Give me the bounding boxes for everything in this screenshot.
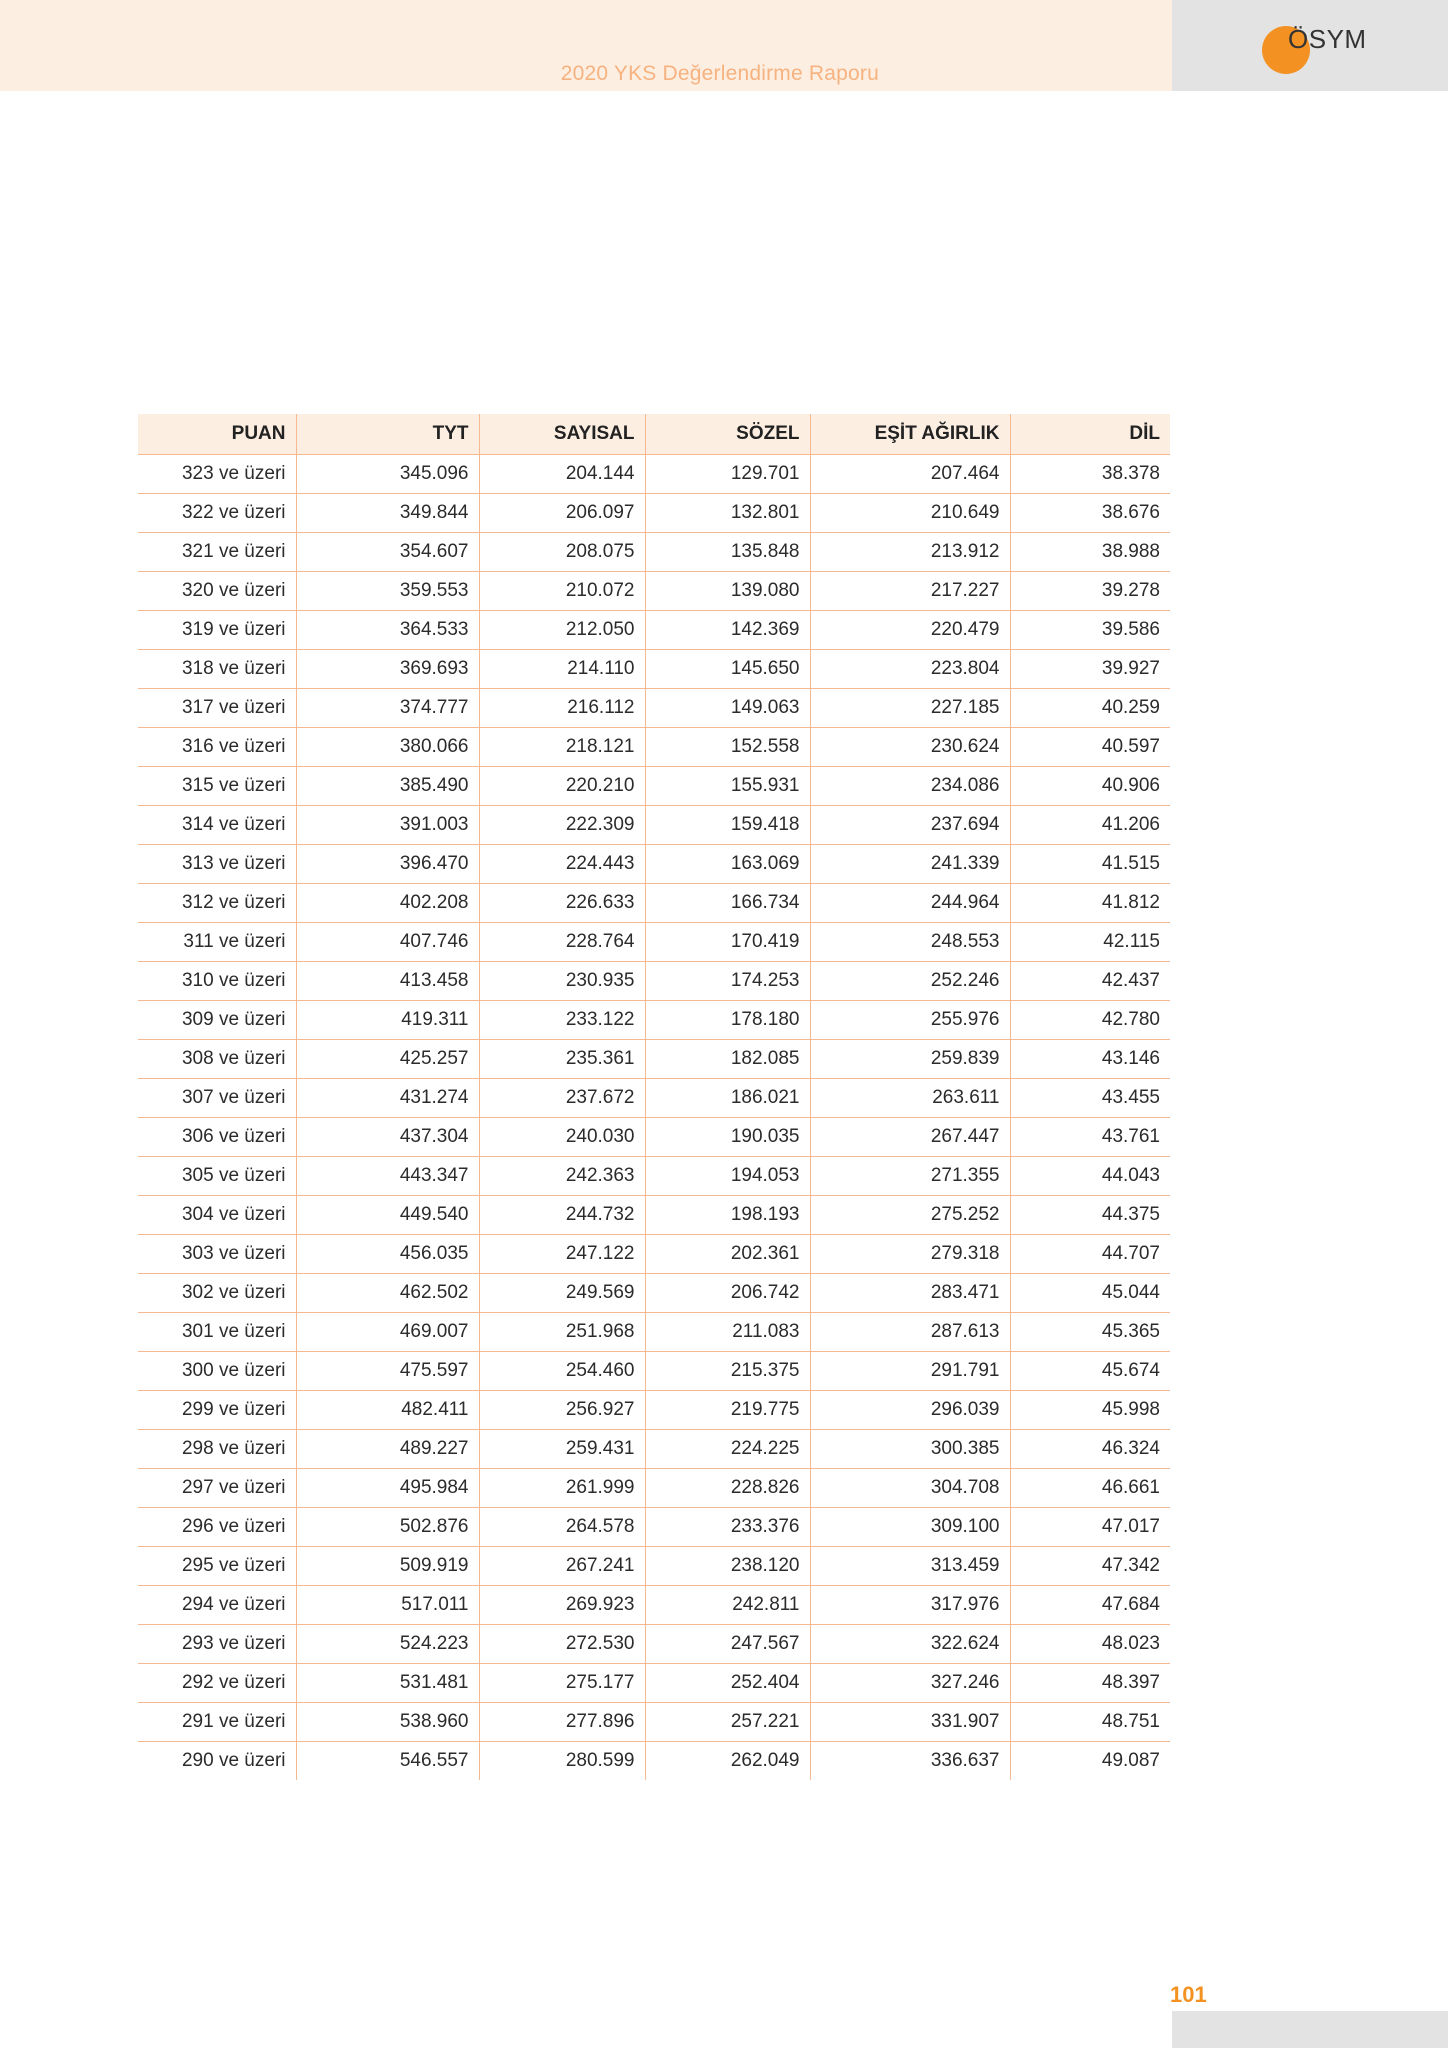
table-row [138, 533, 1170, 572]
table-cell: 317 ve üzeri [138, 689, 296, 728]
table-cell: 413.458 [296, 962, 479, 1001]
table-row [138, 1703, 1170, 1742]
table-row [138, 1196, 1170, 1235]
table-cell: 251.968 [479, 1313, 645, 1352]
table-cell: 47.684 [1010, 1586, 1170, 1625]
table-cell: 204.144 [479, 455, 645, 494]
table-cell: 45.044 [1010, 1274, 1170, 1313]
table-cell: 252.246 [810, 962, 1010, 1001]
table-cell: 190.035 [645, 1118, 810, 1157]
table-cell: 259.839 [810, 1040, 1010, 1079]
table-cell: 322 ve üzeri [138, 494, 296, 533]
table-cell: 546.557 [296, 1742, 479, 1781]
table-cell: 267.447 [810, 1118, 1010, 1157]
table-cell: 39.927 [1010, 650, 1170, 689]
table-cell: 304.708 [810, 1469, 1010, 1508]
table-cell: 163.069 [645, 845, 810, 884]
table-cell: 145.650 [645, 650, 810, 689]
table-cell: 254.460 [479, 1352, 645, 1391]
table-cell: 226.633 [479, 884, 645, 923]
table-cell: 297 ve üzeri [138, 1469, 296, 1508]
table-cell: 233.376 [645, 1508, 810, 1547]
table-cell: 300 ve üzeri [138, 1352, 296, 1391]
table-cell: 240.030 [479, 1118, 645, 1157]
table-cell: 259.431 [479, 1430, 645, 1469]
table-cell: 42.115 [1010, 923, 1170, 962]
table-cell: 235.361 [479, 1040, 645, 1079]
table-cell: 280.599 [479, 1742, 645, 1781]
table-cell: 279.318 [810, 1235, 1010, 1274]
table-cell: 49.087 [1010, 1742, 1170, 1781]
table-cell: 214.110 [479, 650, 645, 689]
table-cell: 524.223 [296, 1625, 479, 1664]
table-row [138, 455, 1170, 494]
table-cell: 244.732 [479, 1196, 645, 1235]
table-cell: 345.096 [296, 455, 479, 494]
table-cell: 317.976 [810, 1586, 1010, 1625]
table-row [138, 1079, 1170, 1118]
table-cell: 312 ve üzeri [138, 884, 296, 923]
table-cell: 38.676 [1010, 494, 1170, 533]
table-cell: 41.206 [1010, 806, 1170, 845]
table-cell: 305 ve üzeri [138, 1157, 296, 1196]
table-cell: 47.342 [1010, 1547, 1170, 1586]
table-cell: 139.080 [645, 572, 810, 611]
table-cell: 242.363 [479, 1157, 645, 1196]
table-cell: 291.791 [810, 1352, 1010, 1391]
table-cell: 303 ve üzeri [138, 1235, 296, 1274]
table-cell: 39.586 [1010, 611, 1170, 650]
table-cell: 166.734 [645, 884, 810, 923]
table-row [138, 494, 1170, 533]
table-cell: 314 ve üzeri [138, 806, 296, 845]
table-cell: 208.075 [479, 533, 645, 572]
table-row [138, 884, 1170, 923]
table-cell: 396.470 [296, 845, 479, 884]
table-cell: 218.121 [479, 728, 645, 767]
table-cell: 48.397 [1010, 1664, 1170, 1703]
table-cell: 223.804 [810, 650, 1010, 689]
table-cell: 271.355 [810, 1157, 1010, 1196]
table-cell: 261.999 [479, 1469, 645, 1508]
table-row [138, 1157, 1170, 1196]
table-cell: 42.780 [1010, 1001, 1170, 1040]
table-row [138, 689, 1170, 728]
table-cell: 298 ve üzeri [138, 1430, 296, 1469]
table-cell: 263.611 [810, 1079, 1010, 1118]
table-cell: 255.976 [810, 1001, 1010, 1040]
table-cell: 210.072 [479, 572, 645, 611]
table-cell: 319 ve üzeri [138, 611, 296, 650]
table-row [138, 1469, 1170, 1508]
table-cell: 296.039 [810, 1391, 1010, 1430]
table-cell: 277.896 [479, 1703, 645, 1742]
table-cell: 323 ve üzeri [138, 455, 296, 494]
table-cell: 275.177 [479, 1664, 645, 1703]
table-cell: 234.086 [810, 767, 1010, 806]
table-cell: 238.120 [645, 1547, 810, 1586]
table-cell: 247.567 [645, 1625, 810, 1664]
table-cell: 237.672 [479, 1079, 645, 1118]
table-row [138, 1118, 1170, 1157]
table-cell: 216.112 [479, 689, 645, 728]
table-cell: 230.624 [810, 728, 1010, 767]
table-cell: 198.193 [645, 1196, 810, 1235]
table-row [138, 767, 1170, 806]
table-cell: 48.751 [1010, 1703, 1170, 1742]
table-cell: 43.146 [1010, 1040, 1170, 1079]
table-cell: 46.661 [1010, 1469, 1170, 1508]
table-cell: 331.907 [810, 1703, 1010, 1742]
table-cell: 44.043 [1010, 1157, 1170, 1196]
table-cell: 313.459 [810, 1547, 1010, 1586]
table-row [138, 1508, 1170, 1547]
table-cell: 304 ve üzeri [138, 1196, 296, 1235]
table-cell: 316 ve üzeri [138, 728, 296, 767]
table-cell: 275.252 [810, 1196, 1010, 1235]
score-ranking-table [138, 414, 1170, 1780]
table-row [138, 1664, 1170, 1703]
table-cell: 443.347 [296, 1157, 479, 1196]
table-row [138, 1742, 1170, 1781]
table-cell: 449.540 [296, 1196, 479, 1235]
table-row [138, 611, 1170, 650]
table-cell: 170.419 [645, 923, 810, 962]
table-cell: 462.502 [296, 1274, 479, 1313]
table-cell: 309 ve üzeri [138, 1001, 296, 1040]
table-row [138, 923, 1170, 962]
table-cell: 252.404 [645, 1664, 810, 1703]
table-cell: 38.378 [1010, 455, 1170, 494]
table-cell: 315 ve üzeri [138, 767, 296, 806]
table-cell: 538.960 [296, 1703, 479, 1742]
table-cell: 47.017 [1010, 1508, 1170, 1547]
table-cell: 249.569 [479, 1274, 645, 1313]
table-row [138, 1430, 1170, 1469]
column-header: TYT [296, 414, 479, 455]
table-cell: 42.437 [1010, 962, 1170, 1001]
table-cell: 211.083 [645, 1313, 810, 1352]
table-cell: 264.578 [479, 1508, 645, 1547]
table-cell: 212.050 [479, 611, 645, 650]
table-cell: 502.876 [296, 1508, 479, 1547]
table-cell: 299 ve üzeri [138, 1391, 296, 1430]
table-cell: 224.225 [645, 1430, 810, 1469]
table-row [138, 962, 1170, 1001]
table-cell: 149.063 [645, 689, 810, 728]
table-row [138, 1586, 1170, 1625]
table-row [138, 1274, 1170, 1313]
header-band [0, 0, 1172, 91]
table-cell: 322.624 [810, 1625, 1010, 1664]
table-cell: 40.597 [1010, 728, 1170, 767]
table-cell: 217.227 [810, 572, 1010, 611]
table-cell: 354.607 [296, 533, 479, 572]
table-cell: 469.007 [296, 1313, 479, 1352]
table-cell: 307 ve üzeri [138, 1079, 296, 1118]
logo-text: ÖSYM [1288, 24, 1367, 54]
table-cell: 40.906 [1010, 767, 1170, 806]
table-cell: 517.011 [296, 1586, 479, 1625]
table-cell: 313 ve üzeri [138, 845, 296, 884]
table-cell: 194.053 [645, 1157, 810, 1196]
table-row [138, 728, 1170, 767]
table-cell: 256.927 [479, 1391, 645, 1430]
table-cell: 45.365 [1010, 1313, 1170, 1352]
table-cell: 228.826 [645, 1469, 810, 1508]
table-cell: 182.085 [645, 1040, 810, 1079]
table-cell: 300.385 [810, 1430, 1010, 1469]
table-cell: 178.180 [645, 1001, 810, 1040]
table-cell: 321 ve üzeri [138, 533, 296, 572]
table-cell: 364.533 [296, 611, 479, 650]
table-cell: 237.694 [810, 806, 1010, 845]
table-cell: 43.761 [1010, 1118, 1170, 1157]
table-cell: 308 ve üzeri [138, 1040, 296, 1079]
table-cell: 159.418 [645, 806, 810, 845]
page-number: 101 [1170, 1982, 1207, 2007]
table-cell: 283.471 [810, 1274, 1010, 1313]
table-cell: 210.649 [810, 494, 1010, 533]
table-cell: 242.811 [645, 1586, 810, 1625]
table-cell: 374.777 [296, 689, 479, 728]
table-cell: 425.257 [296, 1040, 479, 1079]
table-cell: 495.984 [296, 1469, 479, 1508]
table-row [138, 806, 1170, 845]
table-cell: 380.066 [296, 728, 479, 767]
table-cell: 220.210 [479, 767, 645, 806]
table-row [138, 1352, 1170, 1391]
table-cell: 293 ve üzeri [138, 1625, 296, 1664]
table-cell: 207.464 [810, 455, 1010, 494]
table-cell: 230.935 [479, 962, 645, 1001]
table-cell: 41.812 [1010, 884, 1170, 923]
table-row [138, 572, 1170, 611]
table-row [138, 650, 1170, 689]
table-cell: 391.003 [296, 806, 479, 845]
column-header: SAYISAL [479, 414, 645, 455]
footer-band [1172, 2011, 1448, 2048]
table-cell: 302 ve üzeri [138, 1274, 296, 1313]
table-cell: 38.988 [1010, 533, 1170, 572]
table-cell: 320 ve üzeri [138, 572, 296, 611]
table-cell: 202.361 [645, 1235, 810, 1274]
table-cell: 296 ve üzeri [138, 1508, 296, 1547]
column-header: DİL [1010, 414, 1170, 455]
table-row [138, 1391, 1170, 1430]
table-cell: 456.035 [296, 1235, 479, 1274]
table-cell: 294 ve üzeri [138, 1586, 296, 1625]
table-row [138, 1547, 1170, 1586]
table-cell: 213.912 [810, 533, 1010, 572]
table-cell: 219.775 [645, 1391, 810, 1430]
table-cell: 224.443 [479, 845, 645, 884]
table-cell: 233.122 [479, 1001, 645, 1040]
column-header: PUAN [138, 414, 296, 455]
table-cell: 292 ve üzeri [138, 1664, 296, 1703]
table-row [138, 845, 1170, 884]
table-cell: 132.801 [645, 494, 810, 533]
table-cell: 359.553 [296, 572, 479, 611]
table-cell: 475.597 [296, 1352, 479, 1391]
table-header-row [138, 414, 1170, 455]
table-cell: 349.844 [296, 494, 479, 533]
table-cell: 309.100 [810, 1508, 1010, 1547]
table-cell: 40.259 [1010, 689, 1170, 728]
table-cell: 431.274 [296, 1079, 479, 1118]
table-cell: 407.746 [296, 923, 479, 962]
table-cell: 241.339 [810, 845, 1010, 884]
table-cell: 152.558 [645, 728, 810, 767]
table-cell: 186.021 [645, 1079, 810, 1118]
table-row [138, 1235, 1170, 1274]
column-header: SÖZEL [645, 414, 810, 455]
table-cell: 257.221 [645, 1703, 810, 1742]
table-cell: 291 ve üzeri [138, 1703, 296, 1742]
table-row [138, 1001, 1170, 1040]
table-cell: 206.097 [479, 494, 645, 533]
table-cell: 142.369 [645, 611, 810, 650]
table-cell: 402.208 [296, 884, 479, 923]
table-cell: 419.311 [296, 1001, 479, 1040]
table-cell: 44.707 [1010, 1235, 1170, 1274]
table-cell: 39.278 [1010, 572, 1170, 611]
report-title: 2020 YKS Değerlendirme Raporu [560, 62, 879, 85]
table-cell: 482.411 [296, 1391, 479, 1430]
table-cell: 247.122 [479, 1235, 645, 1274]
table-cell: 48.023 [1010, 1625, 1170, 1664]
table-body [138, 455, 1170, 1781]
table-cell: 227.185 [810, 689, 1010, 728]
table-cell: 41.515 [1010, 845, 1170, 884]
table-cell: 228.764 [479, 923, 645, 962]
table-cell: 222.309 [479, 806, 645, 845]
table-cell: 44.375 [1010, 1196, 1170, 1235]
table-cell: 267.241 [479, 1547, 645, 1586]
table-cell: 295 ve üzeri [138, 1547, 296, 1586]
table-row [138, 1625, 1170, 1664]
table-cell: 287.613 [810, 1313, 1010, 1352]
table-cell: 369.693 [296, 650, 479, 689]
table-cell: 43.455 [1010, 1079, 1170, 1118]
table-cell: 155.931 [645, 767, 810, 806]
column-header: EŞİT AĞIRLIK [810, 414, 1010, 455]
table-cell: 272.530 [479, 1625, 645, 1664]
logo-area [1172, 0, 1448, 91]
table-cell: 215.375 [645, 1352, 810, 1391]
table-cell: 318 ve üzeri [138, 650, 296, 689]
table-cell: 262.049 [645, 1742, 810, 1781]
table-cell: 509.919 [296, 1547, 479, 1586]
table-cell: 129.701 [645, 455, 810, 494]
table-cell: 248.553 [810, 923, 1010, 962]
table-cell: 220.479 [810, 611, 1010, 650]
table-cell: 244.964 [810, 884, 1010, 923]
table-cell: 206.742 [645, 1274, 810, 1313]
table-cell: 290 ve üzeri [138, 1742, 296, 1781]
table-cell: 310 ve üzeri [138, 962, 296, 1001]
table-cell: 531.481 [296, 1664, 479, 1703]
table-cell: 336.637 [810, 1742, 1010, 1781]
table-cell: 45.674 [1010, 1352, 1170, 1391]
table-cell: 301 ve üzeri [138, 1313, 296, 1352]
table-cell: 327.246 [810, 1664, 1010, 1703]
table-cell: 306 ve üzeri [138, 1118, 296, 1157]
table-cell: 437.304 [296, 1118, 479, 1157]
table-row [138, 1313, 1170, 1352]
table-cell: 46.324 [1010, 1430, 1170, 1469]
table-cell: 489.227 [296, 1430, 479, 1469]
table-cell: 385.490 [296, 767, 479, 806]
table-cell: 174.253 [645, 962, 810, 1001]
table-cell: 135.848 [645, 533, 810, 572]
table-cell: 311 ve üzeri [138, 923, 296, 962]
table-cell: 269.923 [479, 1586, 645, 1625]
table-cell: 45.998 [1010, 1391, 1170, 1430]
table-row [138, 1040, 1170, 1079]
